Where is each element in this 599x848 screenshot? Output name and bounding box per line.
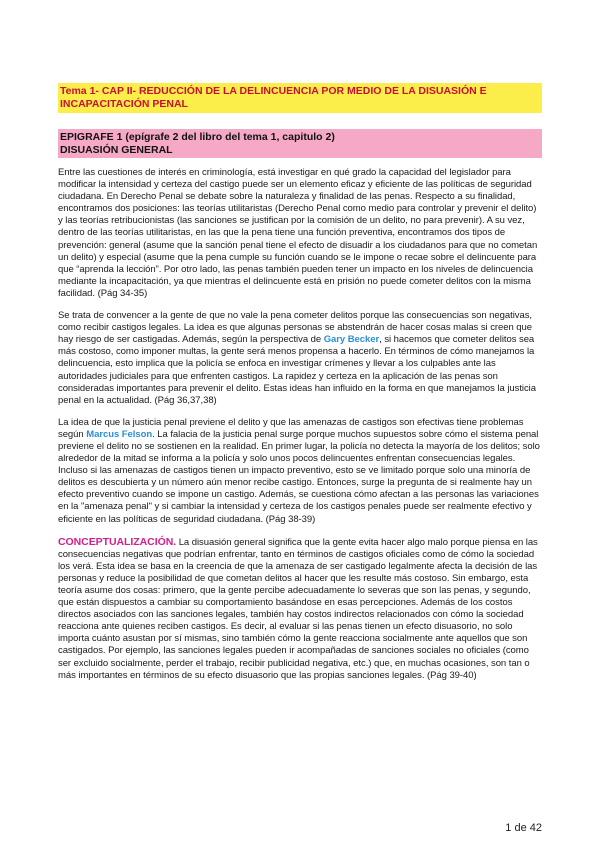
paragraph-text: La disuasión general significa que la gente evita hacer algo malo porque piensa en las consecuencias negativas que podrían enfrentar, tanto en términos de castigos oficiales como de cómo la sociedad los verá. Esta idea se basa en la creencia de que la amenaza de ser castigado legalmente afecta la decisión de las personas y reduce la posibilidad de que cometan delitos al hacer que les resulte más costoso. Sin embargo, esta teoría asume dos cosas: primero, que la gente percibe adecuadamente lo severas que son las penas, y segundo, que están dispuestos a cambiar su comportamiento basándose en esas percepciones. Además de los costos directos asociados con las sanciones legales, también hay costos indirectos relacionados con cómo la sociedad reacciona ante quienes reciben castigos. Es decir, al evaluar si las penas tienen un efecto disuasorio, no solo importa cuánto asustan por sí mismas, sino también cómo la gente reacciona socialmente ante aquellos que son castigados. Por ejemplo, las sanciones legales pueden ir acompañadas de sanciones sociales no oficiales (como ser excluido socialmente, perder el trabajo, recibir publicidad negativa, etc.) que, en muchas ocasiones, son tan o más importantes en términos de su efecto disuasorio que las propias sanciones legales. (Pág 39-40) [58,536,538,681]
section-heading: DISUASIÓN GENERAL [60,143,173,156]
document-page [58,83,542,692]
page-number: 1 de 42 [505,822,542,834]
chapter-title: Tema 1- CAP II- REDUCCIÓN DE LA DELINCUENCIA POR MEDIO DE LA DISUASIÓN E INCAPACITACIÓN PENAL [60,85,487,110]
paragraph-felson [58,417,542,526]
epigraph-highlight [58,129,542,158]
author-name: Marcus Felson [86,428,153,440]
paragraph-conceptualization [58,536,542,682]
paragraph-text: La idea de que la justicia penal previene el delito y que las amenazas de castigos son efectivas tiene problemas según [58,416,524,440]
paragraph-text: . La falacia de la justicia penal surge porque muchos supuestos sobre cómo el sistema penal previene el delito no se sostienen en la realidad. En primer lugar, la policía no detecta la mayoría de los delitos; solo alrededor de la mitad se informa a la policía y solo unos pocos delincuentes enfrentan consecuencias legales. Incluso si las amenazas de castigos tienen un impacto preventivo, esto se ve limitado porque solo una minoría de delitos es descubierta y un número aún menor recibe castigo. Entonces, surge la pregunta de si realmente hay un efecto preventivo cuando se impone un castigo. Además, se cuestiona cómo afectan a las personas las variaciones en la "amenaza penal" y si cambiar la intensidad y certeza de los castigos penales puede ser realmente efectivo y eficiente en las políticas de seguridad ciudadana. (Pág 38-39) [58,428,540,525]
paragraph-intro: Entre las cuestiones de interés en criminología, está investigar en qué grado la capacidad del legislador para modificar la intensidad y certeza del castigo puede ser un elemento eficaz y eficiente de las políticas de seguridad ciudadana. En Derecho Penal se debate sobre la naturaleza y finalidad de las penas. Respecto a su finalidad, encontramos dos posiciones: las teorías utilitaristas (Derecho Penal como medio para controlar y prevenir el delito) y las teorías retribucionistas (las sanciones se justifican por la comisión de un delito, no para prevenir). A su vez, dentro de las teorías utilitaristas, en las que la pena tiene una función preventiva, encontramos dos tipos de prevención: general (asume que la sanción penal tiene el efecto de disuadir a los ciudadanos para que no cometan un delito) y especial (asume que la pena cumple su función cuando se le impone o recae sobre el delincuente para que “aprenda la lección”. Por otro lado, las penas también pueden tener un impacto en los niveles de delincuencia mediante la incapacitación, ya que mientras el delincuente está en prisión no puede cometer delitos con la misma facilidad. (Pág 34-35) [58,167,538,299]
paragraph-becker [58,310,542,407]
author-name: Gary Becker [323,334,380,346]
paragraph-text: , si hacemos que cometer delitos sea más costoso, como imponer multas, la gente será menos propensa a hacerlo. En términos de cómo manejamos la delincuencia, esto implica que la policía se enfoca en investigar crímenes y llevar a los culpables ante las autoridades judiciales para que enfrenten castigos. La rapidez y certeza en la aplicación de las penas son consideradas importantes para prevenir el delito. Estas ideas han influido en la forma en que manejamos la justicia penal en la actualidad. (Pág 36,37,38) [58,334,536,406]
concept-label: CONCEPTUALIZACIÓN. [58,535,177,548]
paragraph-text: Se trata de convencer a la gente de que no vale la pena cometer delitos porque las consecuencias son negativas, como recibir castigos legales. La idea es que algunas personas se abstendrán de hacer cosas malas si creen que hay riesgo de ser castigadas. Además, según la perspectiva de [58,310,533,346]
chapter-title-highlight [58,83,542,113]
epigraph-heading: EPIGRAFE 1 (epígrafe 2 del libro del tema 1, capitulo 2) [60,131,335,143]
